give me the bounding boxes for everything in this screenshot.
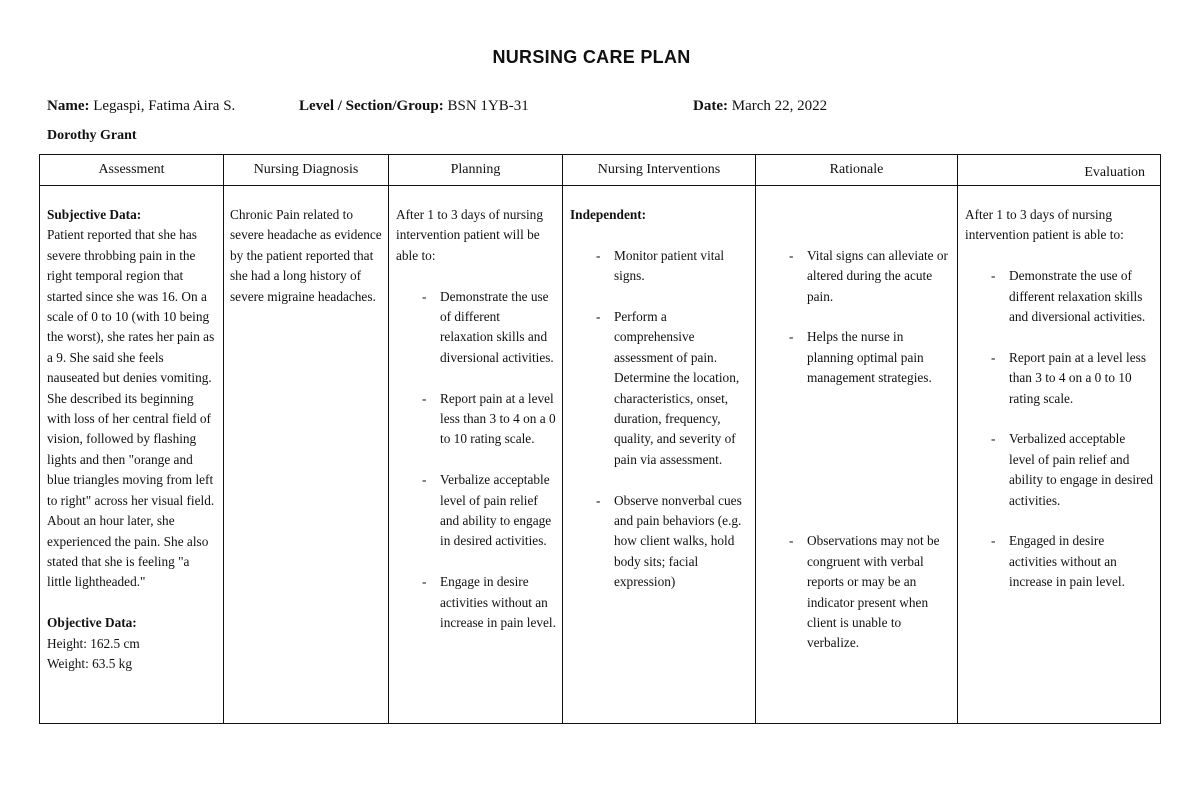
list-item: - Vital signs can alleviate or altered during the acute pain. [763,246,951,307]
date-label: Date: [693,98,728,114]
list-item: - Perform a comprehensive assessment of pain. Determine the location, characteristics, onset, duration, frequency, quality, and severity of pain via assessment. [570,307,749,470]
diagnosis-text: Chronic Pain related to severe headache as evidence by the patient reported that she had a long history of severe migraine headaches. [230,207,382,304]
header-planning: Planning [389,155,563,186]
objective-weight: Weight: 63.5 kg [47,655,132,671]
header-evaluation: Evaluation [958,155,1161,186]
level-section-group [299,98,529,115]
planning-cell [389,186,563,724]
table-header-row [40,155,1161,186]
care-plan-table [39,154,1161,724]
document-title: NURSING CARE PLAN [492,47,691,67]
header-rationale: Rationale [756,155,958,186]
list-item: - Engage in desire activities without an increase in pain level. [396,572,556,633]
interventions-cell [563,186,756,724]
date-value: March 22, 2022 [731,98,828,114]
rationale-cell [756,186,958,724]
diagnosis-cell [224,186,389,724]
list-item: - Observations may not be congruent with verbal reports or may be an indicator present when client is unable to verbalize. [763,531,951,653]
planning-intro: After 1 to 3 days of nursing intervention patient will be able to: [396,207,543,263]
table-row [40,186,1161,724]
evaluation-list [965,266,1154,592]
list-item: - Demonstrate the use of different relaxation skills and diversional activities. [396,287,556,369]
interventions-list [570,246,749,593]
list-item: - Engaged in desire activities without an increase in pain level. [965,531,1154,592]
evaluation-intro: After 1 to 3 days of nursing intervention patient is able to: [965,207,1124,243]
date-field [693,98,827,115]
rationale-list [763,246,951,654]
independent-label: Independent: [570,207,647,222]
group-member-name: Dorothy Grant [47,128,137,143]
list-item: - Demonstrate the use of different relaxation skills and diversional activities. [965,266,1154,327]
subjective-data-label: Subjective Data: [47,207,142,222]
list-item: - Report pain at a level less than 3 to 4 on a 0 to 10 rating scale. [965,348,1154,409]
assessment-cell [40,186,224,724]
level-label: Level / Section/Group: [299,98,444,114]
planning-list [396,287,556,634]
list-item: - Verbalized acceptable level of pain relief and ability to engage in desired activities. [965,429,1154,511]
student-name [47,98,235,115]
header-nursing-interventions: Nursing Interventions [563,155,756,186]
list-item: - Observe nonverbal cues and pain behaviors (e.g. how client walks, hold body sits; facial expression) [570,491,749,593]
level-value: BSN 1YB-31 [447,98,529,114]
header-assessment: Assessment [40,155,224,186]
list-item: - Verbalize acceptable level of pain relief and ability to engage in desired activities. [396,470,556,552]
evaluation-cell [958,186,1161,724]
objective-height: Height: 162.5 cm [47,635,140,651]
list-item: - Monitor patient vital signs. [570,246,749,287]
name-value: Legaspi, Fatima Aira S. [93,98,236,114]
list-item: - Report pain at a level less than 3 to 4 on a 0 to 10 rating scale. [396,389,556,450]
name-label: Name: [47,98,90,114]
objective-data-label: Objective Data: [47,615,137,631]
subjective-data-text: Patient reported that she has severe throbbing pain in the right temporal region that started since she was 16. On a scale of 0 to 10 (with 10 being the worst), she rates her pain as a 9. She said she feels nauseated but denies vomiting. She described its beginning with loss of her central field of vision, followed by flashing lights and then "orange and blue triangles moving from left to right" across her visual field. About an hour later, she experienced the pain. She also stated that she is feeling "a little lightheaded." [47,227,215,590]
header-nursing-diagnosis: Nursing Diagnosis [224,155,389,186]
list-item: - Helps the nurse in planning optimal pain management strategies. [763,327,951,388]
